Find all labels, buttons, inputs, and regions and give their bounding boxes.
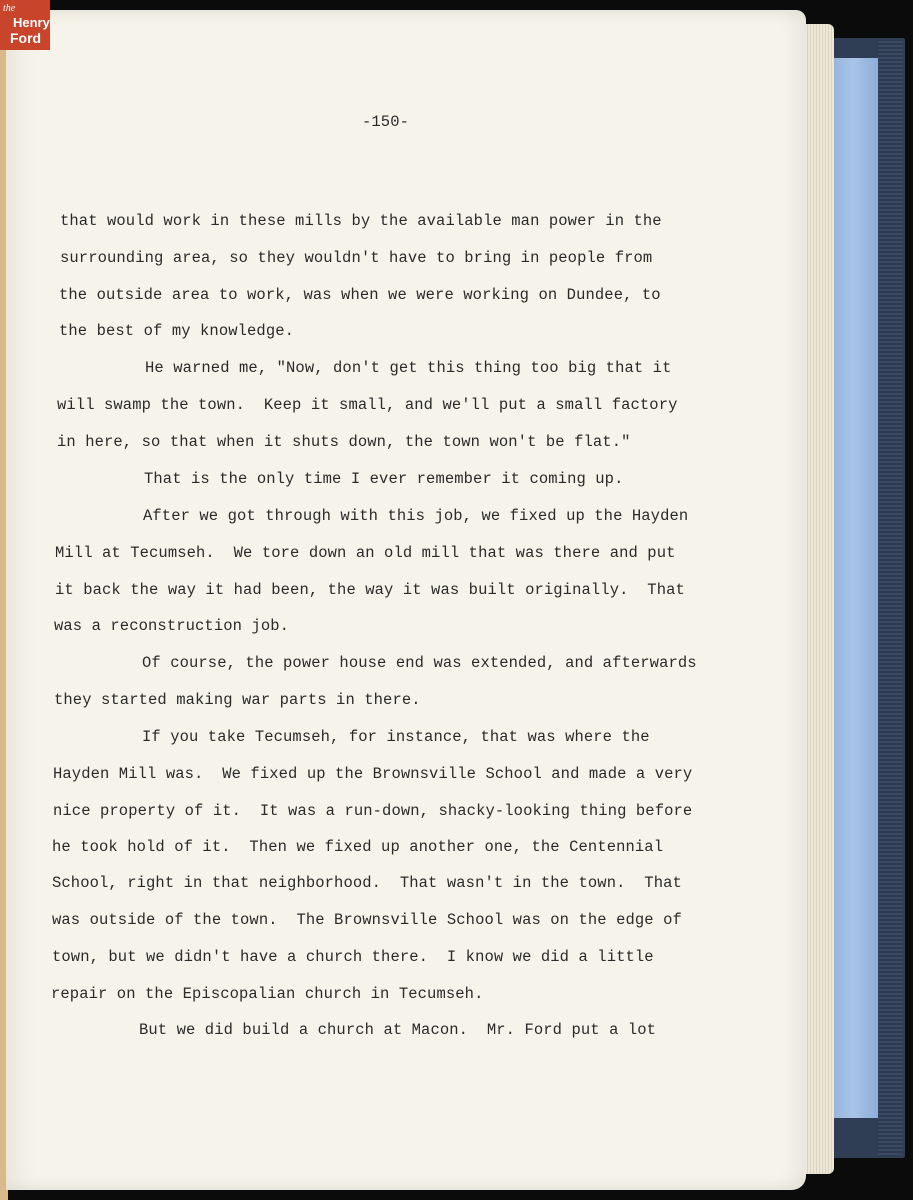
book-cover-edge — [878, 40, 903, 1155]
text-line: Of course, the power house end was extended, and afterwards — [142, 654, 697, 672]
text-line: If you take Tecumseh, for instance, that was where the — [142, 728, 650, 746]
text-line: that would work in these mills by the available man power in the — [60, 212, 662, 230]
text-line: in here, so that when it shuts down, the town won't be flat." — [57, 433, 631, 451]
page-number: -150- — [362, 113, 410, 131]
text-line: He warned me, "Now, don't get this thing too big that it — [145, 359, 672, 377]
text-line: Hayden Mill was. We fixed up the Brownsville School and made a very — [53, 765, 693, 783]
text-line: After we got through with this job, we fixed up the Hayden — [143, 507, 689, 525]
logo-text-henry: Henry — [13, 15, 50, 30]
typewritten-page — [6, 10, 806, 1190]
text-line: the best of my knowledge. — [59, 322, 295, 340]
text-line: nice property of it. It was a run-down, shacky-looking thing before — [53, 802, 693, 820]
logo-text-ford: Ford — [10, 30, 42, 46]
book-cover-inner-panel — [828, 58, 878, 1118]
text-line: But we did build a church at Macon. Mr. Ford put a lot — [139, 1021, 657, 1039]
text-line: repair on the Episcopalian church in Tecumseh. — [51, 985, 484, 1003]
text-line: surrounding area, so they wouldn't have to bring in people from — [60, 249, 653, 267]
text-line: Mill at Tecumseh. We tore down an old mill that was there and put — [55, 544, 676, 562]
text-line: they started making war parts in there. — [54, 691, 421, 709]
henry-ford-logo — [0, 0, 50, 50]
text-line: it back the way it had been, the way it was built originally. That — [55, 581, 685, 599]
text-line: will swamp the town. Keep it small, and we'll put a small factory — [57, 396, 678, 414]
text-line: School, right in that neighborhood. That wasn't in the town. That — [52, 874, 682, 892]
text-line: he took hold of it. Then we fixed up another one, the Centennial — [52, 838, 664, 856]
logo-text-the: the — [3, 3, 16, 14]
text-line: was outside of the town. The Brownsville School was on the edge of — [52, 911, 682, 929]
text-line: was a reconstruction job. — [54, 617, 290, 635]
text-line: the outside area to work, was when we were working on Dundee, to — [59, 286, 661, 304]
text-line: town, but we didn't have a church there. I know we did a little — [52, 948, 654, 966]
text-line: That is the only time I ever remember it coming up. — [144, 470, 624, 488]
